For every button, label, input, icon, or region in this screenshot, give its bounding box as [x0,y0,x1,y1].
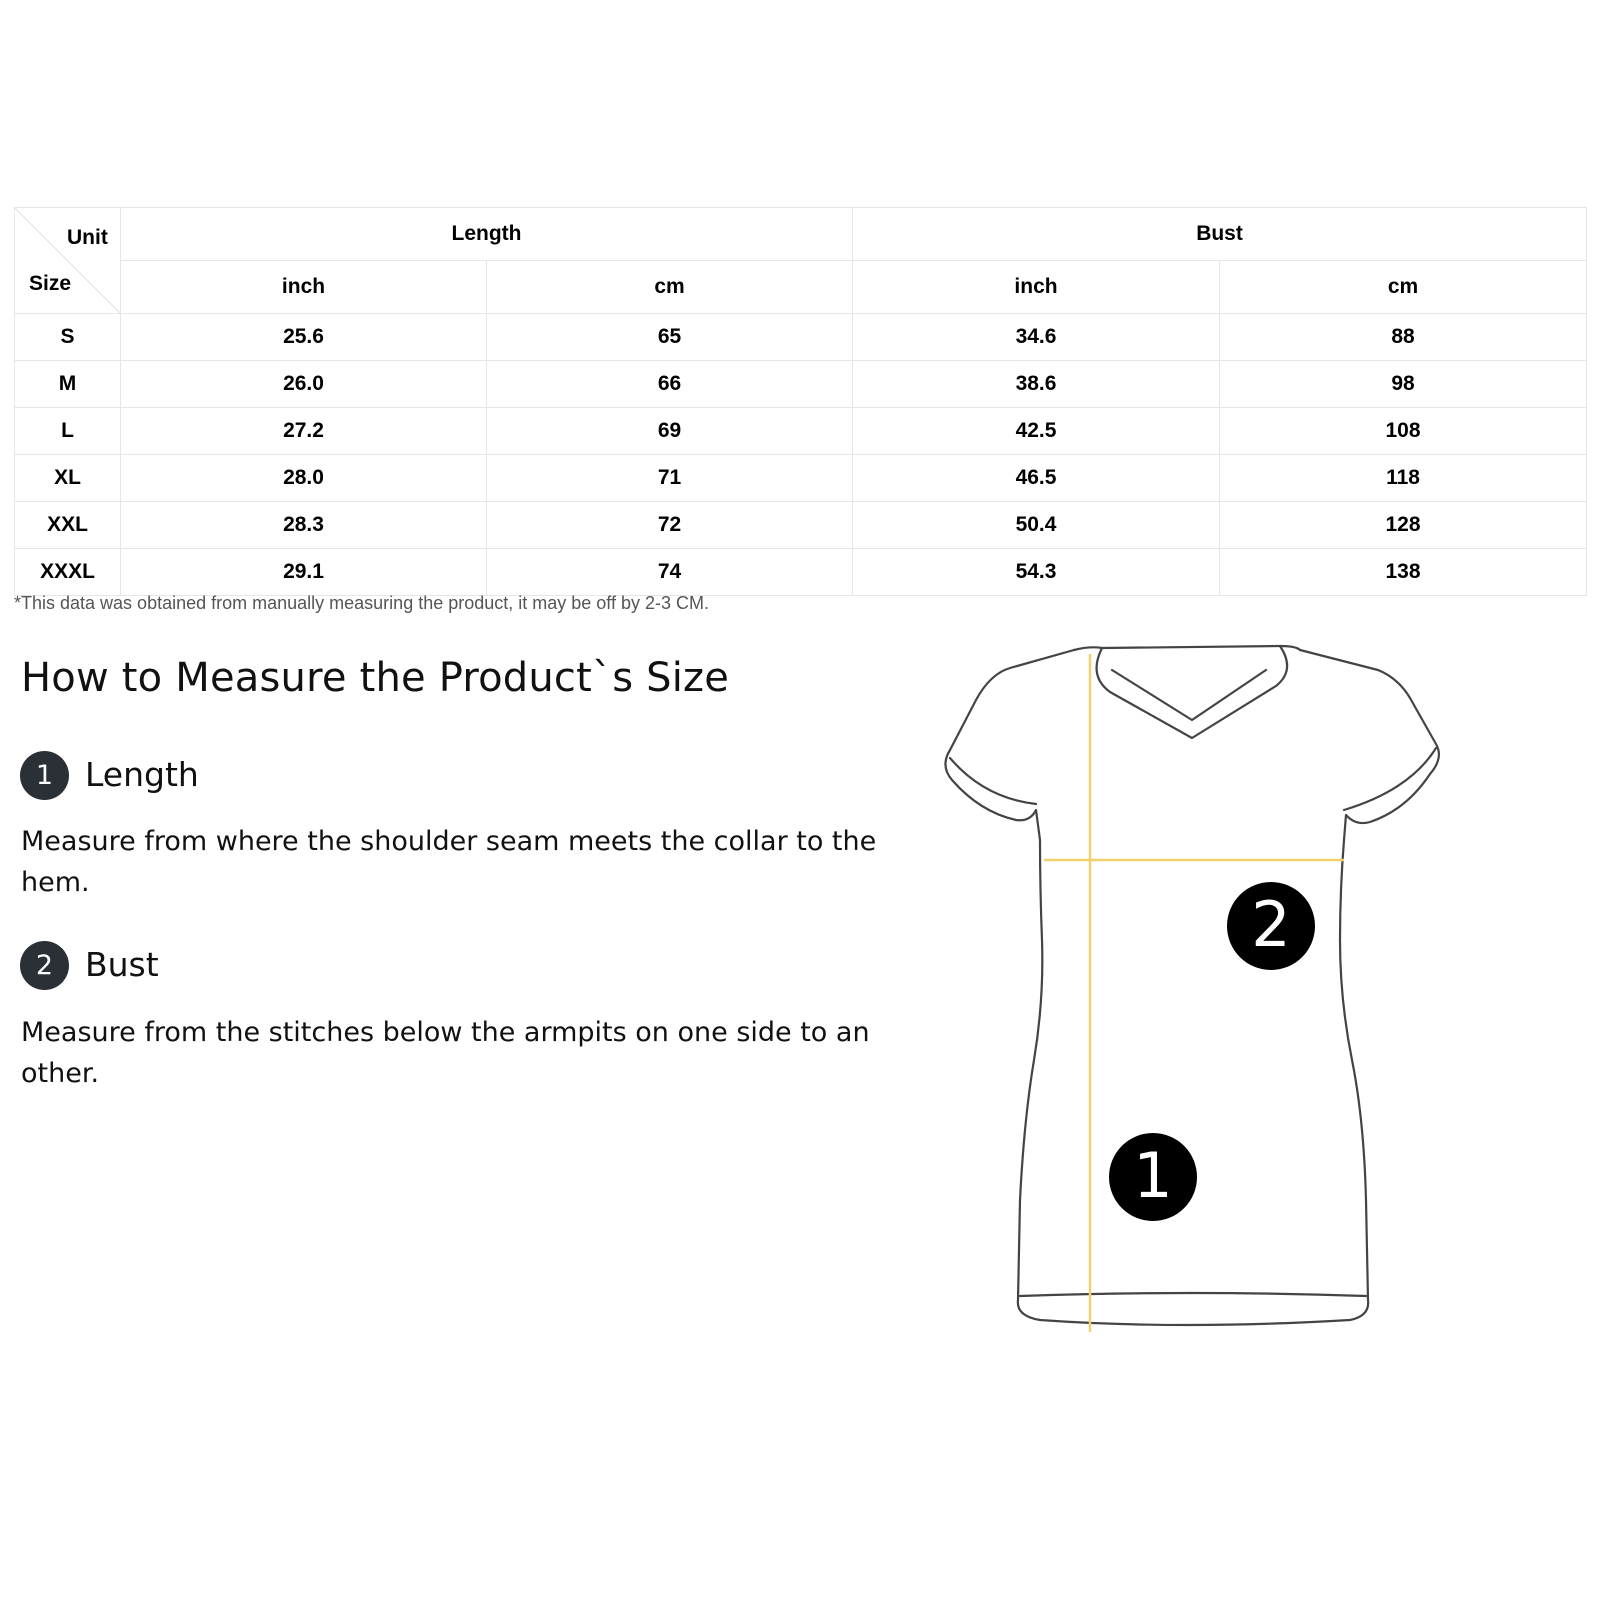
unit-header: inch [121,261,487,314]
value-cell: 28.0 [121,455,487,502]
table-row [15,314,1587,361]
table-row [15,455,1587,502]
value-cell: 98 [1220,361,1587,408]
table-row [15,408,1587,455]
marker-2-icon [1227,882,1315,970]
size-cell: L [15,408,121,455]
group-header-length: Length [121,208,853,261]
tshirt-outline-icon [940,640,1460,1360]
value-cell: 88 [1220,314,1587,361]
table-row [15,361,1587,408]
corner-unit-label: Unit [67,226,108,249]
unit-header: cm [487,261,853,314]
step-1-description: Measure from where the shoulder seam meets the collar to the hem. [21,826,877,898]
value-cell: 27.2 [121,408,487,455]
step-2-badge: 2 [20,941,69,990]
table-corner-cell [15,208,121,314]
value-cell: 54.3 [853,549,1220,596]
value-cell: 69 [487,408,853,455]
value-cell: 46.5 [853,455,1220,502]
size-cell: XXXL [15,549,121,596]
value-cell: 28.3 [121,502,487,549]
step-1-title: Length [85,755,199,794]
value-cell: 128 [1220,502,1587,549]
size-cell: XL [15,455,121,502]
value-cell: 38.6 [853,361,1220,408]
table-header-row [15,208,1587,261]
svg-text:2: 2 [1251,888,1291,961]
size-chart-table [14,207,1587,596]
value-cell: 66 [487,361,853,408]
value-cell: 26.0 [121,361,487,408]
value-cell: 118 [1220,455,1587,502]
guide-title: How to Measure the Product`s Size [21,655,730,701]
corner-size-label: Size [29,272,72,295]
value-cell: 29.1 [121,549,487,596]
value-cell: 50.4 [853,502,1220,549]
unit-header: cm [1220,261,1587,314]
value-cell: 71 [487,455,853,502]
corner-diagonal [15,208,120,313]
marker-1-icon [1109,1133,1197,1221]
measurement-disclaimer: *This data was obtained from manually measuring the product, it may be off by 2-3 CM. [14,593,710,613]
table-row [15,502,1587,549]
value-cell: 72 [487,502,853,549]
value-cell: 25.6 [121,314,487,361]
value-cell: 74 [487,549,853,596]
size-cell: S [15,314,121,361]
size-cell: XXL [15,502,121,549]
table-unit-row [15,261,1587,314]
step-2-title: Bust [85,945,159,984]
unit-header: inch [853,261,1220,314]
step-1-badge: 1 [20,751,69,800]
group-header-bust: Bust [853,208,1587,261]
svg-text:1: 1 [1133,1139,1173,1212]
value-cell: 34.6 [853,314,1220,361]
value-cell: 108 [1220,408,1587,455]
value-cell: 138 [1220,549,1587,596]
step-2-description: Measure from the stitches below the armpits on one side to an other. [21,1017,870,1089]
table-row [15,549,1587,596]
value-cell: 65 [487,314,853,361]
size-cell: M [15,361,121,408]
value-cell: 42.5 [853,408,1220,455]
